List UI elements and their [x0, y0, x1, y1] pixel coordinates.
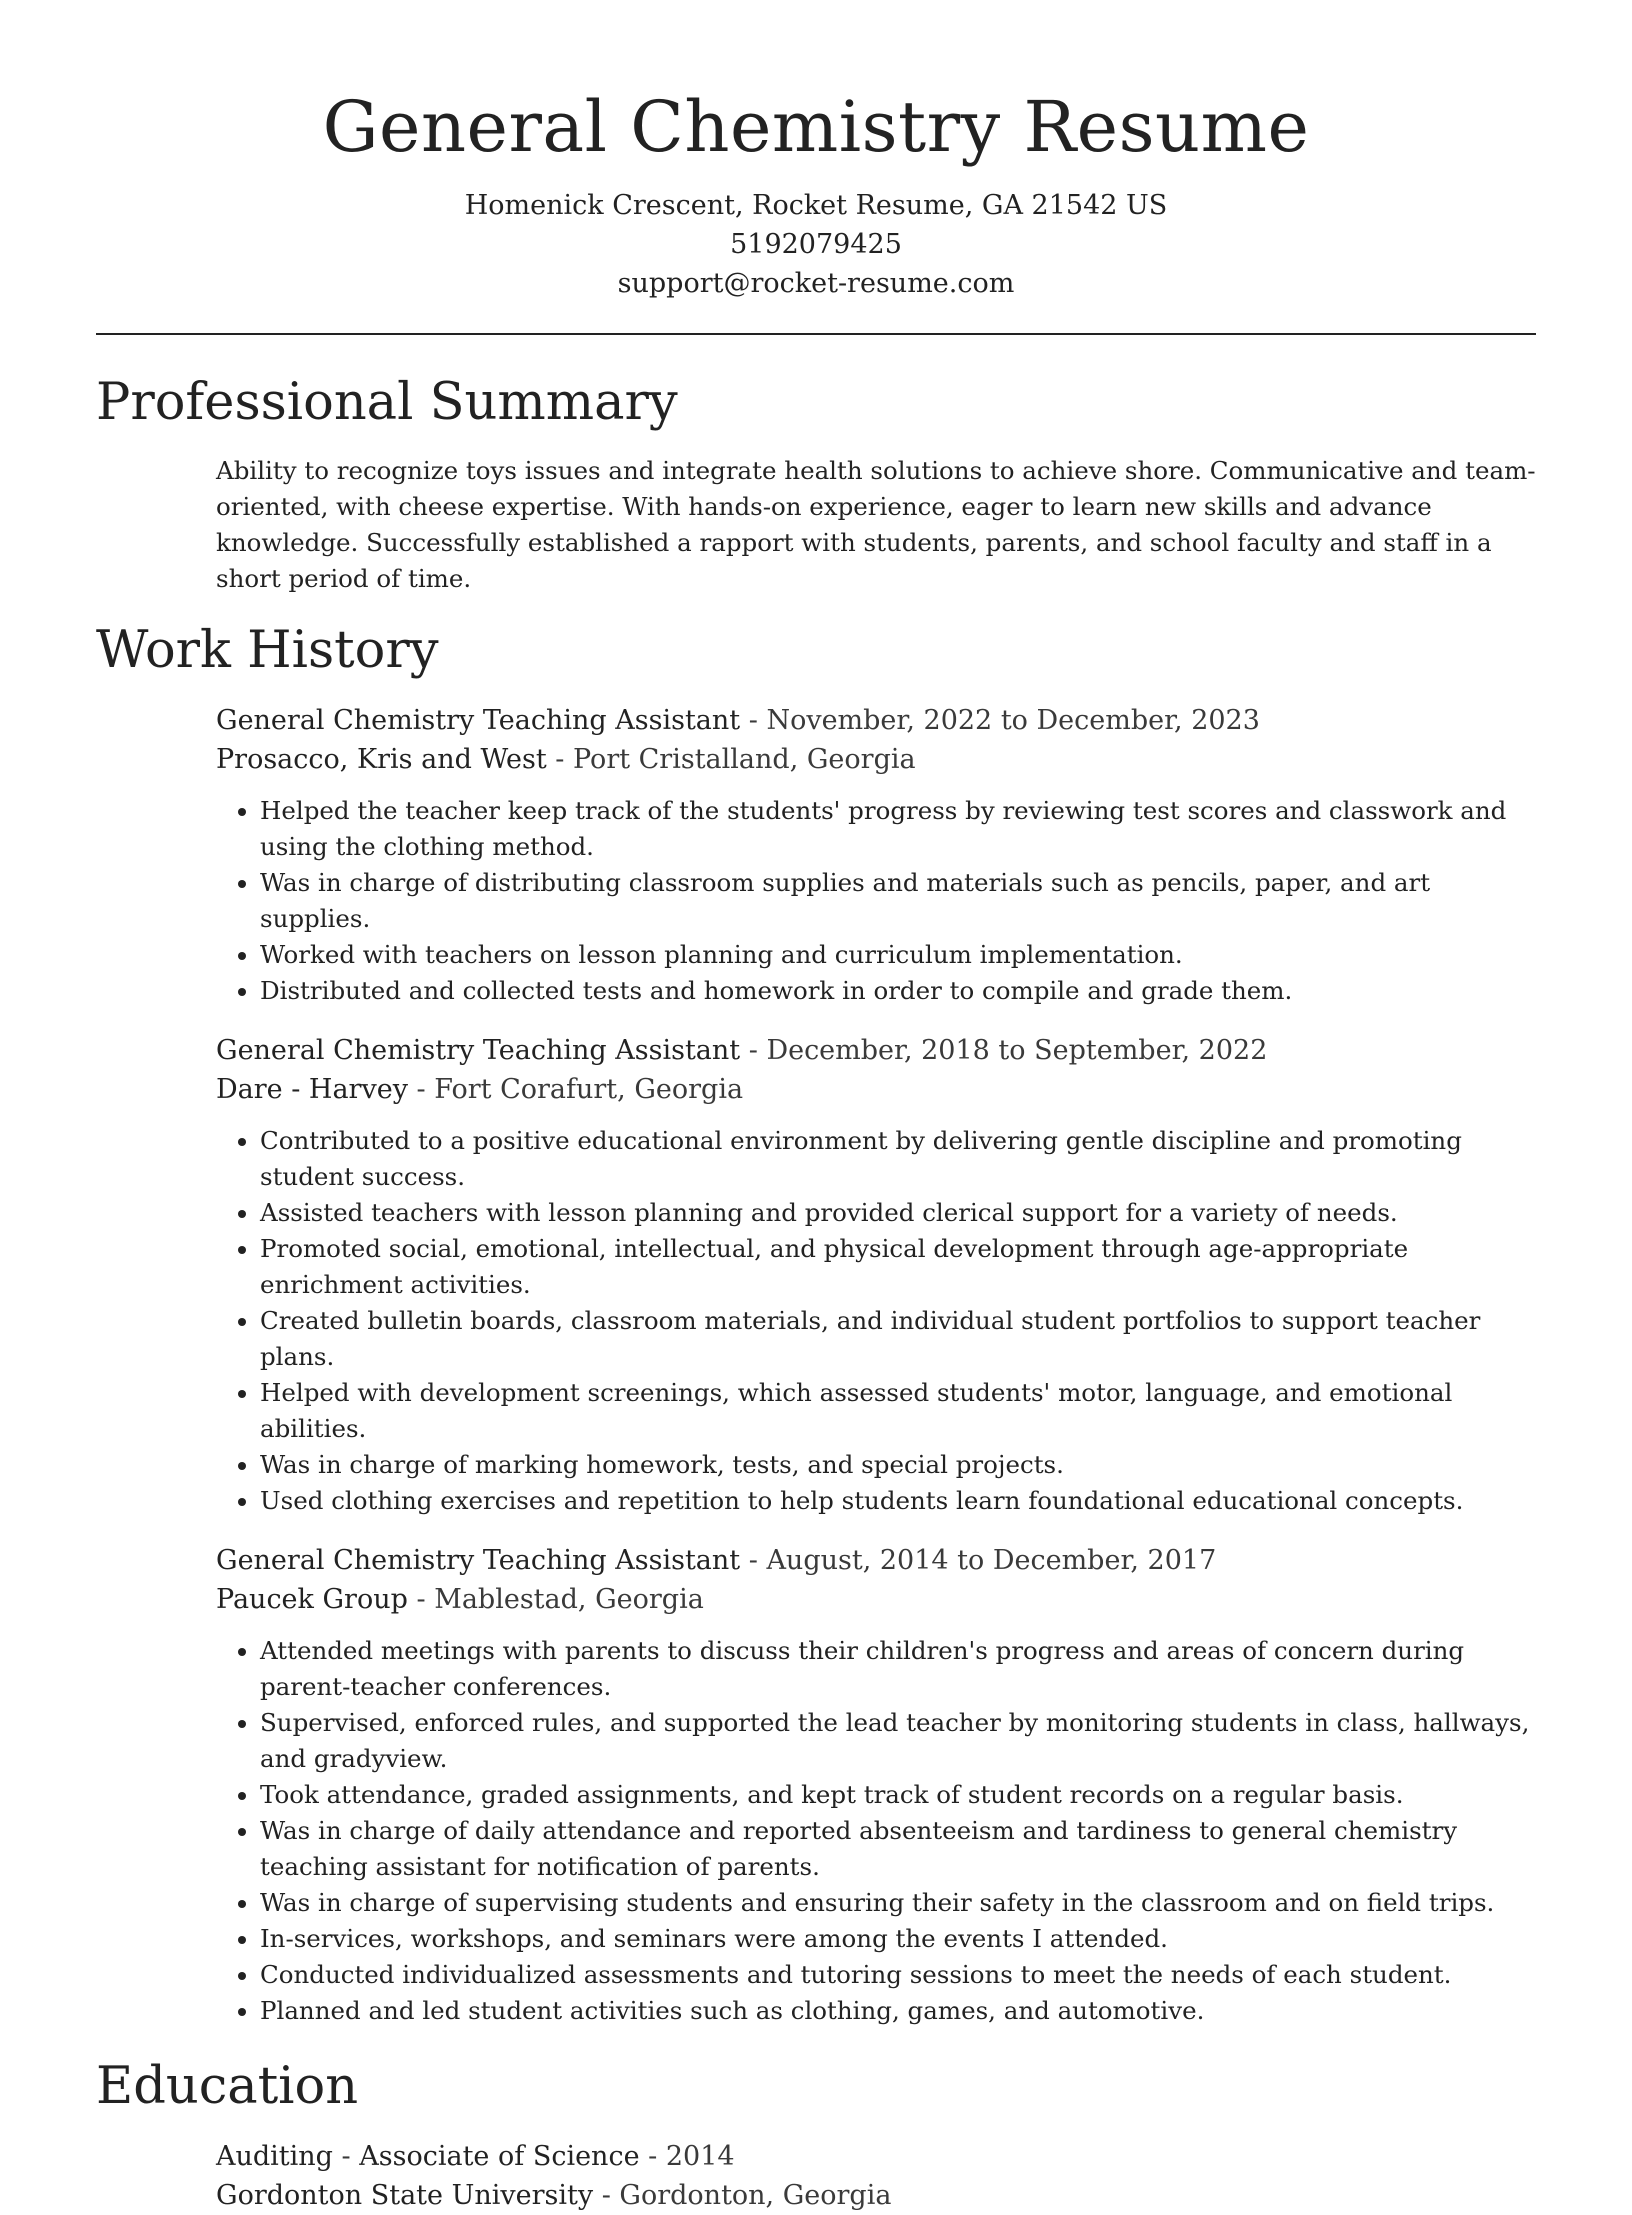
- separator: -: [407, 1584, 435, 1615]
- job-role: General Chemistry Teaching Assistant: [216, 1035, 741, 1066]
- list-item: • Contributed to a positive educational environment by delivering gentle discipline and promoting student success.: [260, 1123, 1536, 1195]
- education-location: Gordonton, Georgia: [619, 2180, 892, 2211]
- education-school-line: [216, 2176, 1536, 2215]
- separator: -: [740, 1545, 767, 1576]
- job-company: Prosacco, Kris and West: [216, 744, 547, 775]
- job-employer: [216, 740, 1536, 779]
- job-company: Dare - Harvey: [216, 1074, 408, 1105]
- list-item: • Helped with development screenings, which assessed students' motor, language, and emotional abilities.: [260, 1375, 1536, 1447]
- job-employer: [216, 1070, 1536, 1109]
- list-item: • Was in charge of distributing classroom supplies and materials such as pencils, paper, and art supplies.: [260, 865, 1536, 937]
- separator: -: [332, 2141, 360, 2172]
- address-line: Homenick Crescent, Rocket Resume, GA 21542 US: [464, 190, 1168, 221]
- job-heading: [216, 1541, 1536, 1580]
- list-item: • Took attendance, graded assignments, and kept track of student records on a regular basis.: [260, 1777, 1536, 1813]
- job-location: Fort Corafurt, Georgia: [434, 1074, 744, 1105]
- job-entry: [216, 1031, 1536, 1519]
- list-item: • Planned and led student activities such as clothing, games, and automotive.: [260, 1993, 1536, 2029]
- list-item: • Supervised, enforced rules, and supported the lead teacher by monitoring students in class, hallways, and gradyview.: [260, 1705, 1536, 1777]
- list-item: • Was in charge of supervising students and ensuring their safety in the classroom and on field trips.: [260, 1885, 1536, 1921]
- education-school: Gordonton State University: [216, 2180, 594, 2211]
- list-item: • Assisted teachers with lesson planning and provided clerical support for a variety of needs.: [260, 1195, 1536, 1231]
- resume-header: [0, 0, 1632, 303]
- section-title-work-history: Work History: [96, 621, 439, 680]
- resume-title: General Chemistry Resume: [322, 86, 1310, 168]
- job-dates: November, 2022 to December, 2023: [766, 705, 1260, 736]
- job-bullets: [216, 1123, 1536, 1519]
- job-heading: [216, 1031, 1536, 1070]
- job-heading: [216, 701, 1536, 740]
- job-dates: August, 2014 to December, 2017: [766, 1545, 1217, 1576]
- list-item: • In-services, workshops, and seminars were among the events I attended.: [260, 1921, 1536, 1957]
- job-entry: [216, 1541, 1536, 2029]
- list-item: • Helped the teacher keep track of the students' progress by reviewing test scores and classwork and using the clothing method.: [260, 793, 1536, 865]
- job-location: Mablestad, Georgia: [434, 1584, 704, 1615]
- section-title-education: Education: [96, 2057, 359, 2116]
- list-item: • Attended meetings with parents to discuss their children's progress and areas of concern during parent-teacher conferences.: [260, 1633, 1536, 1705]
- education-field: Auditing: [216, 2141, 333, 2172]
- job-role: General Chemistry Teaching Assistant: [216, 705, 741, 736]
- phone-line: 5192079425: [730, 229, 902, 260]
- header-divider: [96, 333, 1536, 335]
- education-year: 2014: [665, 2141, 735, 2172]
- job-dates: December, 2018 to September, 2022: [766, 1035, 1268, 1066]
- education-heading: [216, 2137, 1536, 2176]
- separator: -: [740, 705, 767, 736]
- separator: -: [639, 2141, 666, 2172]
- list-item: • Used clothing exercises and repetition to help students learn foundational educational concepts.: [260, 1483, 1536, 1519]
- list-item: • Created bulletin boards, classroom materials, and individual student portfolios to support teacher plans.: [260, 1303, 1536, 1375]
- separator: -: [407, 1074, 435, 1105]
- education-degree: Associate of Science: [359, 2141, 640, 2172]
- email-line: support@rocket-resume.com: [617, 268, 1015, 299]
- job-location: Port Cristalland, Georgia: [572, 744, 916, 775]
- separator: -: [546, 744, 573, 775]
- job-employer: [216, 1580, 1536, 1619]
- job-company: Paucek Group: [216, 1584, 408, 1615]
- list-item: • Was in charge of daily attendance and reported absenteeism and tardiness to general chemistry teaching assistant for notification of parents.: [260, 1813, 1536, 1885]
- list-item: • Promoted social, emotional, intellectual, and physical development through age-appropriate enrichment activities.: [260, 1231, 1536, 1303]
- job-entry: [216, 701, 1536, 1009]
- job-role: General Chemistry Teaching Assistant: [216, 1545, 741, 1576]
- list-item: • Worked with teachers on lesson planning and curriculum implementation.: [260, 937, 1536, 973]
- job-bullets: [216, 1633, 1536, 2029]
- separator: -: [740, 1035, 767, 1066]
- job-bullets: [216, 793, 1536, 1009]
- list-item: • Was in charge of marking homework, tests, and special projects.: [260, 1447, 1536, 1483]
- list-item: • Conducted individualized assessments and tutoring sessions to meet the needs of each student.: [260, 1957, 1536, 1993]
- section-title-summary: Professional Summary: [96, 373, 678, 432]
- list-item: • Distributed and collected tests and homework in order to compile and grade them.: [260, 973, 1536, 1009]
- separator: -: [593, 2180, 620, 2211]
- education-entry: [0, 2137, 1632, 2215]
- contact-block: [0, 186, 1632, 303]
- work-history-list: [0, 701, 1632, 2029]
- summary-text: Ability to recognize toys issues and integrate health solutions to achieve shore. Communicative and team-oriented, with cheese expertise. With hands-on experience, eager to learn new skills and advance knowledge. Successfully established a rapport with students, parents, and school faculty and staff in a short period of time.: [216, 456, 1536, 593]
